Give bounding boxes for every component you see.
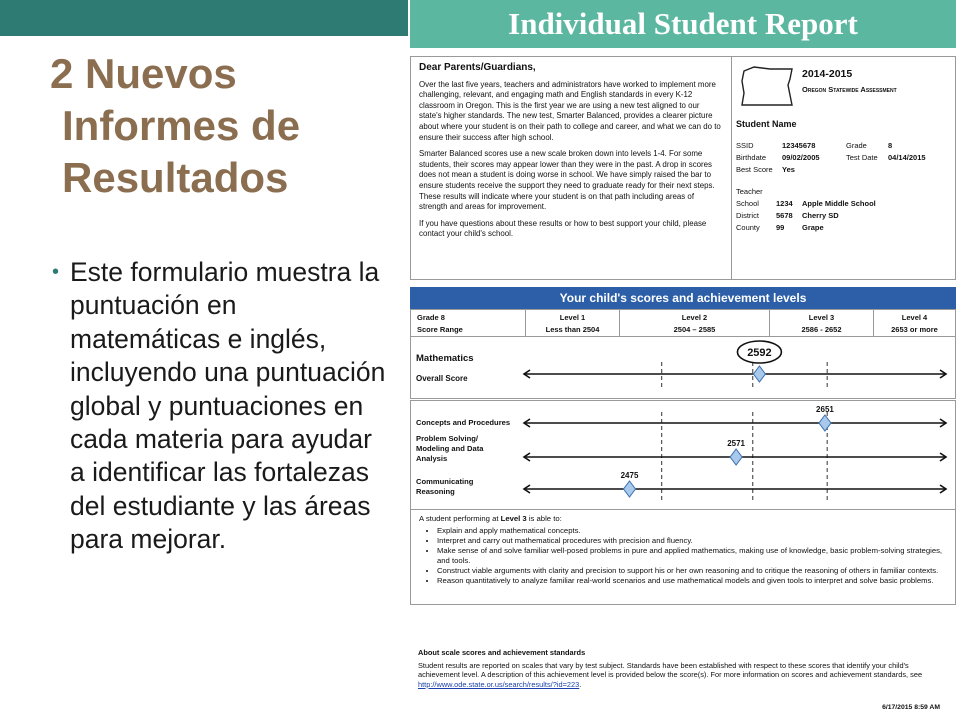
- assessment-name: Oregon Statewide Assessment: [802, 85, 897, 94]
- about-link[interactable]: http://www.ode.state.or.us/search/results/?id=223: [418, 679, 580, 689]
- title-line-2: Informes de: [62, 102, 301, 149]
- testdate-value: 04/14/2015: [888, 153, 926, 162]
- title-line-1: 2 Nuevos: [50, 50, 237, 97]
- bullet-item: [52, 256, 390, 557]
- ssid-label: SSID: [736, 141, 754, 150]
- student-name-heading: Student Name: [736, 119, 797, 129]
- about-section: [410, 648, 956, 689]
- claim-score-label: 2475: [620, 471, 639, 480]
- score-chart: [410, 0, 956, 720]
- school-year: 2014-2015: [802, 68, 853, 80]
- description-item: • Reason quantitatively to analyze familiar real-world scenarios and use mathematical models and given tools to interpret and solve basic problems.: [437, 576, 947, 586]
- county-value: Grape: [802, 223, 824, 232]
- about-title: About scale scores and achievement standards: [418, 648, 586, 657]
- level-name: Level 1: [559, 313, 586, 322]
- school-value: Apple Middle School: [802, 199, 876, 208]
- county-label: County: [736, 223, 760, 232]
- intro-prefix: A student performing at: [419, 514, 501, 523]
- birthdate-label: Birthdate: [736, 153, 767, 162]
- bestscore-label: Best Score: [736, 165, 773, 174]
- description-item: • Interpret and carry out mathematical procedures with precision and fluency.: [437, 536, 947, 546]
- level-range: Score Range: [417, 325, 463, 334]
- school-label: School: [736, 199, 759, 208]
- level-range: 2504 – 2585: [673, 325, 716, 334]
- bullet-text: Este formulario muestra la puntuación en matemáticas e inglés, incluyendo una puntuación global y puntuaciones en cada materia para ayudar a identificar las fortalezas del estudiante y las áreas para mejorar.: [70, 257, 386, 555]
- level-description-intro: [419, 514, 947, 524]
- claim-score-label: 2571: [727, 439, 746, 448]
- testdate-label: Test Date: [846, 153, 878, 162]
- school-code: 1234: [776, 199, 793, 208]
- claim-score-label: 2651: [816, 405, 834, 414]
- score-marker: [730, 449, 742, 465]
- timestamp: 6/17/2015 8:59 AM: [882, 704, 940, 711]
- overall-score-label: 2592: [747, 347, 772, 359]
- claim-label-2: Problem Solving/ Modeling and Data Analysis: [416, 434, 484, 463]
- description-item: • Make sense of and solve familiar well-posed problems in pure and applied mathematics, making use of knowledge, basic problem-solving strategies, and tools.: [437, 546, 947, 566]
- level-description: [410, 509, 956, 605]
- level-range: 2586 - 2652: [801, 325, 842, 334]
- bestscore-value: Yes: [782, 165, 795, 174]
- description-item: • Construct viable arguments with clarity and precision to support his or her own reasoning and to critique the reasoning of others in familiar contexts.: [437, 566, 947, 576]
- district-code: 5678: [776, 211, 793, 220]
- county-code: 99: [776, 223, 785, 232]
- math-label: Mathematics: [416, 353, 474, 364]
- grade-label: Grade: [846, 141, 867, 150]
- level-name: Grade 8: [417, 313, 445, 322]
- top-accent-bar: [0, 0, 408, 36]
- ssid-value: 12345678: [782, 141, 816, 150]
- about-text: Student results are reported on scales that vary by test subject. Standards have been established with respect to these scores that identify your child's achievement level. A description of this achievement level is provided below the score(s). For more information on scores and achievement standards, see: [418, 660, 923, 680]
- student-report-image: [410, 0, 956, 720]
- claim-label-1: Concepts and Procedures: [416, 418, 511, 427]
- intro-suffix: is able to:: [526, 514, 562, 523]
- score-marker: [819, 415, 831, 431]
- level-name: Level 3: [808, 313, 835, 322]
- letter-paragraph-1: Over the last five years, teachers and administrators have worked to implement more challenging, relevant, and engaging math and English standards in every K-12 classroom in Oregon. This is the first year we are using a new test aligned to our state's higher standards. The new test, Smarter Balanced, provides a clearer picture about where your student is on their path to college and career, and what we can do to ensure their success after high school.: [419, 79, 721, 142]
- district-label: District: [736, 211, 759, 220]
- level-range: 2653 or more: [891, 325, 938, 334]
- letter-greeting: Dear Parents/Guardians,: [419, 62, 536, 73]
- grade-value: 8: [888, 141, 893, 150]
- report-header: Individual Student Report: [410, 0, 956, 48]
- birthdate-value: 09/02/2005: [782, 153, 820, 162]
- about-end: .: [579, 679, 582, 689]
- scores-header: Your child's scores and achievement levels: [410, 287, 956, 309]
- bullet-dot-icon: •: [52, 261, 60, 283]
- claim-label-3: Communicating Reasoning: [416, 477, 474, 496]
- level-name: Level 4: [901, 313, 928, 322]
- teacher-label: Teacher: [736, 187, 763, 196]
- district-value: Cherry SD: [802, 211, 839, 220]
- letter-paragraph-2: Smarter Balanced scores use a new scale broken down into levels 1-4. For some students, their scores may appear lower than they were in the past. A drop in scores does not mean a student is doing worse in school. We have simply raised the bar to ensure students receive the support they need to graduate ready for their next steps. These results will indicate where your student is on that path including areas of strength and areas for improvement.: [419, 149, 715, 212]
- level-range: Less than 2504: [545, 325, 600, 334]
- description-item: • Explain and apply mathematical concepts.: [437, 526, 947, 536]
- level-name: Level 2: [681, 313, 708, 322]
- letter-paragraph-3: If you have questions about these results or how to best support your child, please contact your child's school.: [419, 218, 707, 239]
- score-marker: [753, 366, 765, 382]
- intro-level: Level 3: [500, 514, 527, 523]
- title-line-3: Resultados: [62, 154, 289, 201]
- level-description-list: [419, 526, 947, 586]
- overall-score-label: Overall Score: [416, 374, 468, 383]
- slide-title: [50, 48, 300, 204]
- score-marker: [624, 481, 636, 497]
